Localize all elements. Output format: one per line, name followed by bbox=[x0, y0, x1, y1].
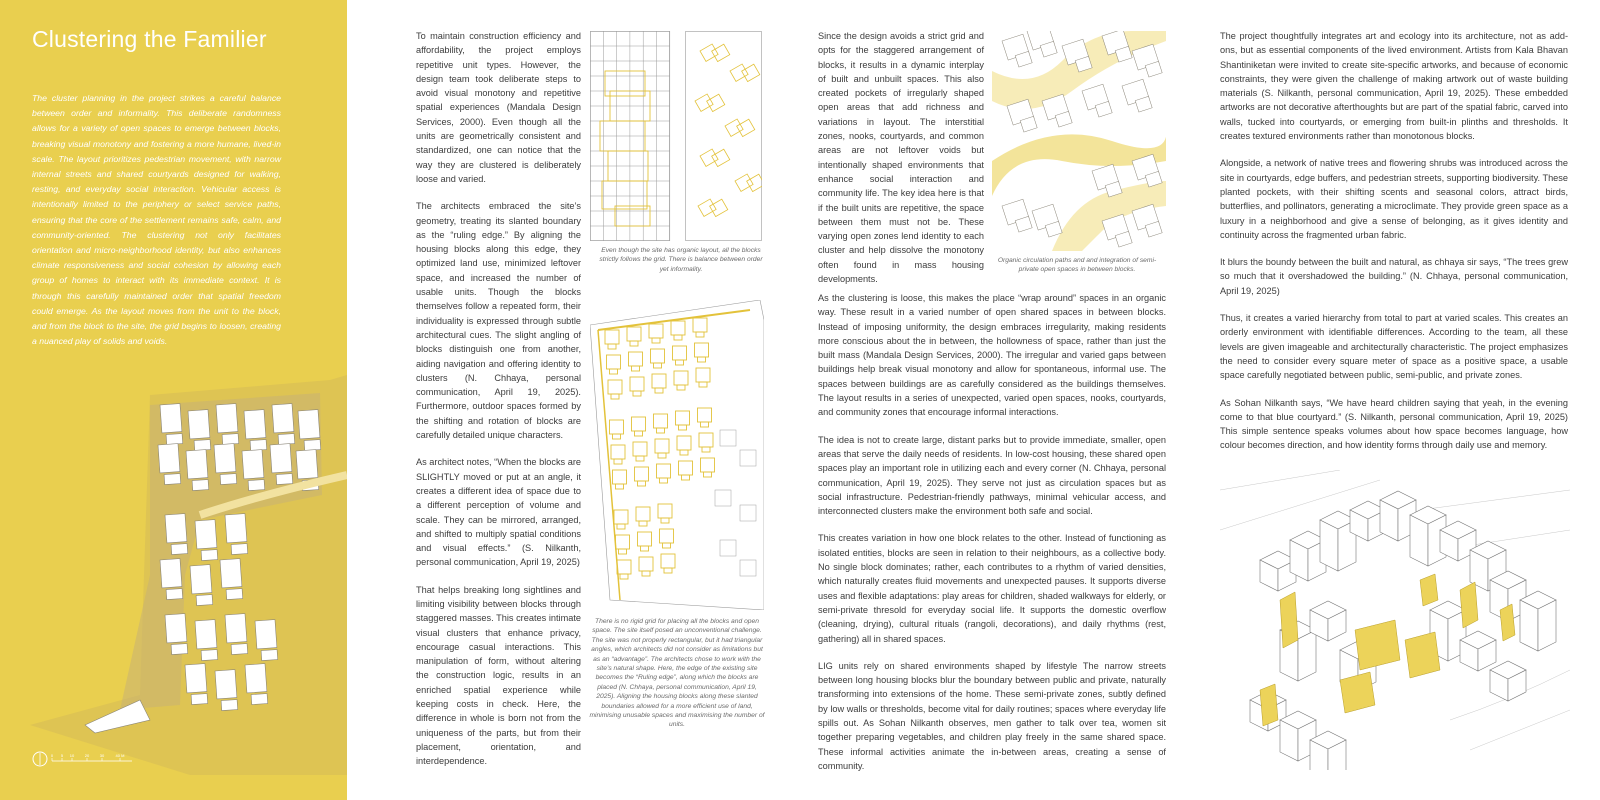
paragraph: This creates variation in how one block relates to the other. Instead of functioning as isolated entities, blocks are seen in relation to their neighbours, as a collective body. No single block dominates; rather, each contributes to a rhythm of varied densities, which naturally creates fluid movements and unexpected pauses. It supports diverse uses and flexible adaptations: play areas for children, shaded walkways for elderly, or semi-private thresold for everyday social life. It supports the domestic overflow (cleaning, drying), cultural rituals (rangoli, decorations), and daily rhythms (rest, gathering) all in shared spaces. bbox=[818, 533, 1166, 644]
paragraph: That helps breaking long sightlines and limiting visibility between blocks through staggered masses. This creates intimate visual clusters that enhance privacy, encourage casual interactions. This manipulation of form, without altering the construction logic, results in an enriched spatial experience while keeping costs in check. Here, the difference in whole is born not from the uniqueness of the parts, but from their placement, orientation, and interdependence. bbox=[416, 584, 581, 767]
figure-caption-site: There is no rigid grid for placing all the blocks and open space. The site itself posed an unconventional challenge. The site was not properly rectangular, but it had triangular angles, which architects did not consider as limitations but as an “advantage”. The architects chose to work with the site’s natural shape. Here, the edge of the existing site becomes the “Ruling edge”, along which the blocks are placed (N. Chhaya, personal communication, April 19, 2025). Aligning the housing blocks along these slanted boundaries allowed for a more efficient use of land, minimising unusable spaces and maximising the number of units. bbox=[589, 618, 765, 729]
axonometric-drawing bbox=[1220, 470, 1570, 770]
text-column-d bbox=[1220, 29, 1568, 466]
paragraph: As architect notes, “When the blocks are SLIGHTLY moved or put at an angle, it creates a different idea of space due to a different perception of volume and scale. They can be mirrored, arranged, and shifted to multiply spatial conditions and visual effects.” (S. Nilkanth, personal communication, April 19, 2025) bbox=[416, 457, 581, 568]
text-column-c bbox=[818, 291, 1166, 786]
site-layout-figure bbox=[590, 300, 764, 610]
text-column-b bbox=[416, 29, 581, 782]
paragraph: As the clustering is loose, this makes the place “wrap around” spaces in an organic way. These result in a varied number of open shared spaces in between blocks. Instead of imposing uniformity, the design embraces irregularity, making residents more conscious about the in between, the hollowness of space, rather than just the built mass (Mandala Design Services, 2000). The irregular and varied gaps between buildings help break visual monotony and allow for spontaneous, informal use. The spaces between buildings are as carefully considered as the buildings themselves. The layout results in a series of unexpected, varied open spaces, nooks, courtyards, and community zones that encourage informal interactions. bbox=[818, 293, 1166, 418]
grid-diagram-figure bbox=[590, 31, 762, 241]
scale-label: 0 bbox=[50, 753, 54, 758]
paragraph: The idea is not to create large, distant parks but to provide immediate, smaller, open areas that serve the daily needs of residents. In low-cost housing, these shared open spaces play an important role in utilizing each and every corner (N. Chhaya, personal communication, April 19, 2025). They serve not just as circulation spaces but as social infrastructure. Pedestrian-friendly pathways, minimal vehicular access, and interconnected clusters make the environment both safe and social. bbox=[818, 434, 1166, 517]
scale-label: 10 bbox=[69, 753, 75, 758]
scale-label: 20 bbox=[84, 753, 90, 758]
scale-bar bbox=[32, 749, 142, 769]
paragraph: It blurs the boundy between the built and natural, as chhaya sir says, “The trees grew so much that it overshadowed the building.” (N. Chhaya, personal communication, April 19, 2025) bbox=[1220, 257, 1568, 296]
paragraph: To maintain construction efficiency and affordability, the project employs repetitive unit types. However, the design team took deliberate steps to avoid visual monotony and repetitive spatial experiences (Mandala Design Services, 2000). Even though all the units are geometrically consistent and standardized, one can notice that the way they are clustered is deliberately loose and varied. bbox=[416, 31, 581, 184]
scale-label: 5 bbox=[60, 753, 64, 758]
paragraph: LIG units rely on shared environments shaped by lifestyle The narrow streets between long housing blocks blur the boundary between public and private, naturally transforming into extensions of the home. These semi-private zones, subtly defined by low walls or thresholds, become vital for daily routines; spaces where everyday life spills out. As Sohan Nilkanth observes, men gather to talk over tea, women sit together preparing vegetables, and children play freely in the same shared space. These informal activities animate the in-between areas, creating a sense of community. bbox=[818, 660, 1166, 771]
text-column-c-top bbox=[818, 29, 984, 299]
site-plan-drawing bbox=[0, 375, 347, 775]
paragraph: Since the design avoids a strict grid and opts for the staggered arrangement of blocks, it results in a dynamic interplay of built and unbuilt spaces. This also created pockets of irregularly shaped open areas that add richness and variations in layout. The interstitial zones, nooks, courtyards, and common areas are not leftover voids but intentionally shaped environments that enhance social interaction and community life. The key idea here is that if the built units are repetitive, the space between them must not be. These varying open zones lend identity to each cluster and help dissolve the monotony often found in mass housing developments. bbox=[818, 31, 984, 285]
circulation-figure bbox=[992, 31, 1166, 251]
intro-paragraph: The cluster planning in the project strikes a careful balance between order and informality. This deliberate randomness allows for a variety of open spaces to emerge between blocks, breaking visual monotony and fostering a more humane, lived-in scale. The layout prioritizes pedestrian movement, with narrow internal streets and shared courtyards designed for walking, resting, and everyday social interaction. Vehicular access is intentionally limited to the periphery or select service paths, ensuring that the core of the settlement remains safe, calm, and community-oriented. The clustering not only facilitates orientation and micro-neighborhood identity, but also enhances climate responsiveness and social cohesion by allowing each group of homes to interact with its immediate context. It is through this carefully maintained order that spatial freedom could emerge. As the layout moves from the unit to the block, and from the block to the site, the grid begins to loosen, creating a nuanced play of solids and voids. bbox=[32, 93, 281, 347]
figure-caption-grid: Even though the site has organic layout, all the blocks strictly follows the grid. There is balance between order yet informality. bbox=[599, 247, 763, 273]
page-title: Clustering the Familier bbox=[32, 26, 267, 52]
paragraph: Thus, it creates a varied hierarchy from total to part at varied scales. This creates an orderly environment with identifiable differences. According to the team, all these levels are given imageable and architecturally characteristic. The project emphasizes the need to consider every square meter of space as a positive space, a usable space carefully negotiated between public, semi-public, and private zones. bbox=[1220, 313, 1568, 381]
paragraph: As Sohan Nilkanth says, “We have heard children saying that yeah, in the evening come to that blue courtyard.” (S. Nilkanth, personal communication, April 19, 2025) This simple sentence speaks volumes about how space becomes language, how colour becomes direction, and how identity forms through daily use and memory. bbox=[1220, 397, 1568, 451]
paragraph: The project thoughtfully integrates art and ecology into its architecture, not as add-ons, but as essential components of the lived environment. Artists from Kala Bhavan Shantiniketan were invited to create site-specific artworks, and because of economic constraints, they were given the challenge of making artwork out of waste building materials (S. Nilkanth, personal communication, April 19, 2025). These embedded artworks are not decorative afterthoughts but are part of the spatial fabric, carved into walls, tucked into courtyards, or emerging from built-in plinths and thresholds. It creates textured environments rather than monotonous blocks. bbox=[1220, 31, 1568, 142]
left-panel bbox=[0, 0, 347, 800]
scale-label: 30 bbox=[99, 753, 105, 758]
paragraph: Alongside, a network of native trees and flowering shrubs was introduced across the site in courtyards, edge buffers, and pedestrian streets, supporting biodiversity. These planted pockets, with their shifting scents and seasonal colors, attract birds, butterflies, and pollinators, generating a microclimate. They provide green space as a luxury in a neighborhood and give a sense of belonging, as it gives identity and continuity across the fragmented urban fabric. bbox=[1220, 158, 1568, 240]
figure-caption-circulation: Organic circulation paths and and integration of semi-private open spaces in between blocks. bbox=[997, 257, 1157, 274]
paragraph: The architects embraced the site’s geometry, treating its slanted boundary as the “ruling edge.” By aligning the housing blocks along this edge, they optimized land use, minimized leftover space, and increased the number of usable units. Though the blocks themselves follow a repeated form, their individuality is expressed through subtle architectural cues. The slight angling of blocks distinguish one from another, aiding navigation and offering identity to clusters (N. Chhaya, personal communication, April 19, 2025). Furthermore, outdoor spaces formed by the shifting and rotation of blocks are carefully detailed unique characters. bbox=[416, 201, 581, 441]
scale-label: 40 M bbox=[115, 753, 125, 758]
